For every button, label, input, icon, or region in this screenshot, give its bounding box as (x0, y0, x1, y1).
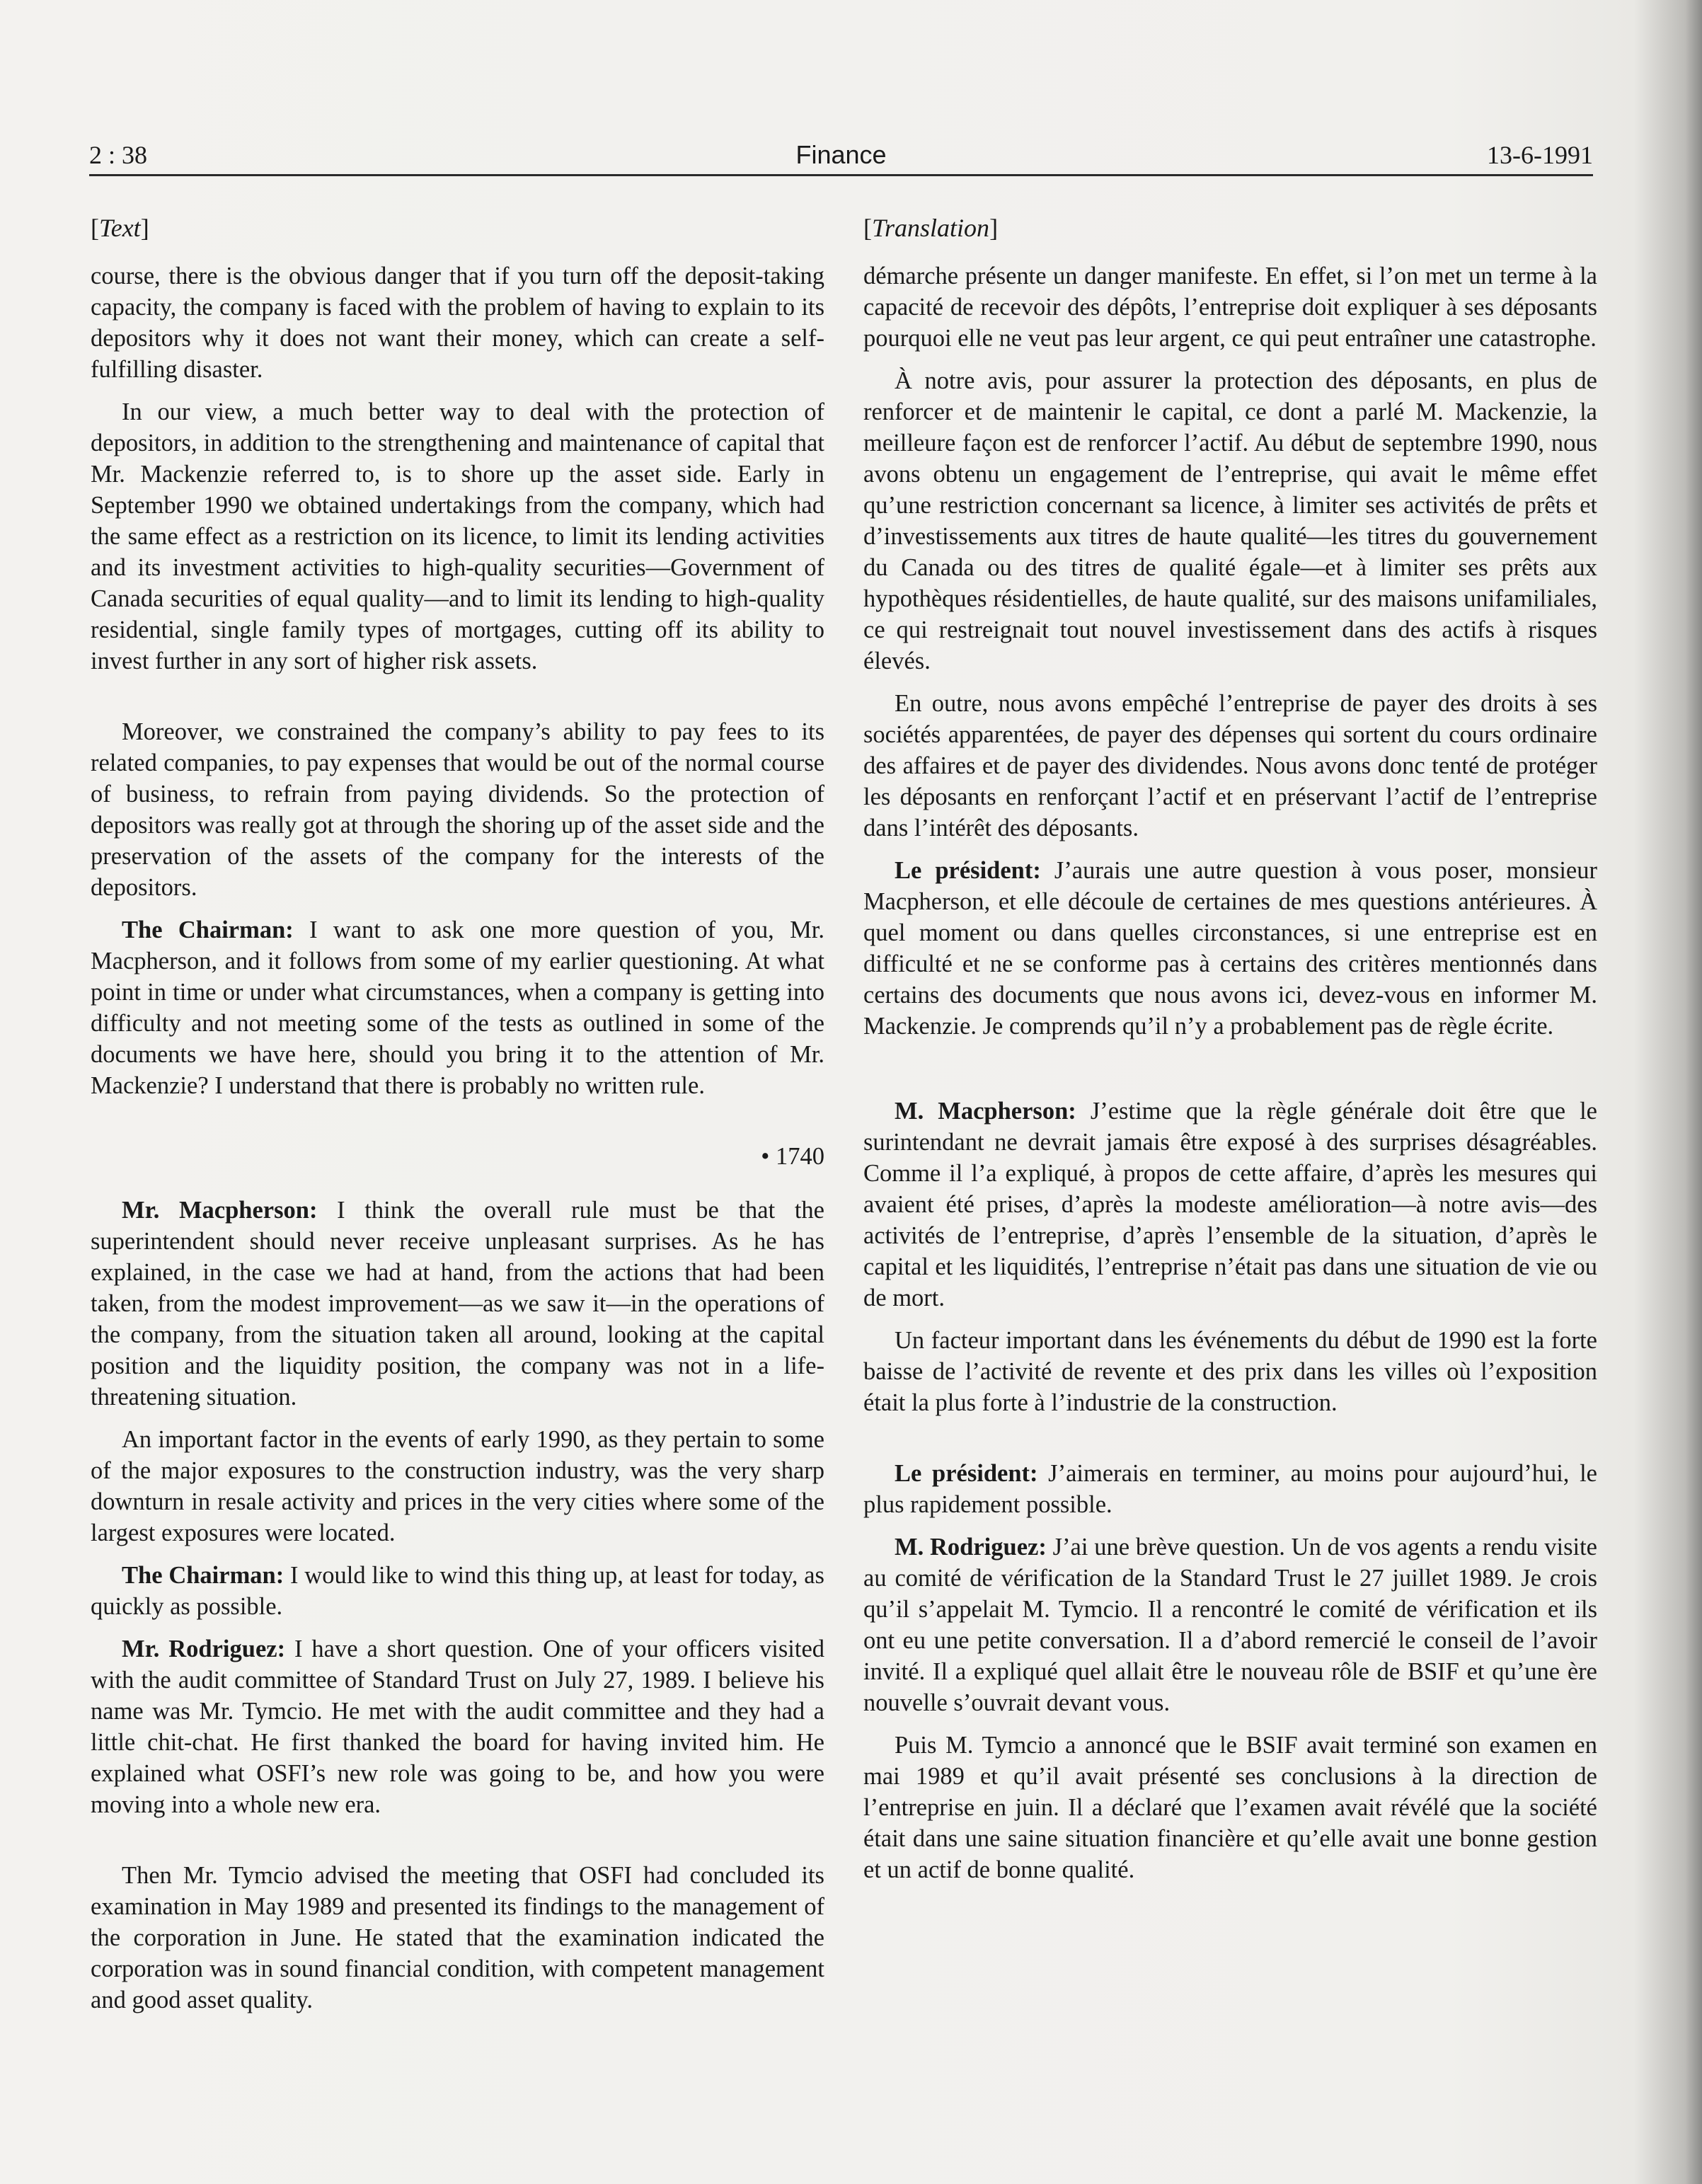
paragraph: Moreover, we constrained the company’s ability to pay fees to its related companies, to pay expenses that would be out of the normal course of business, to refrain from paying dividends. So the protection of depositors was really got at through the shoring up of the asset side and the preservation of the assets of the company for the interests of the depositors. (91, 718, 824, 901)
paragraph: Le président: J’aurais une autre question à vous poser, monsieur Macpherson, et elle découle de certaines de mes questions antérieures. À quel moment ou dans quelles circonstances, si une entreprise est en difficulté et ne se conforme pas à certains des critères mentionnés dans certains des documents que nous avons ici, devez-vous en informer M. Mackenzie. Je comprends qu’il n’y a probablement pas de règle écrite. (863, 857, 1597, 1040)
publication-title: Finance (795, 140, 887, 169)
paragraph: Mr. Rodriguez: I have a short question. One of your officers visited with the audit committee of Standard Trust on July 27, 1989. I believe his name was Mr. Tymcio. He met with the audit committee and they had a little chit-chat. He first thanked the board for having invited him. He explained what OSFI’s new role was going to be, and how you were moving into a whole new era. (91, 1636, 825, 1818)
speaker-name: Mr. Macpherson: (122, 1197, 318, 1224)
paragraph: démarche présente un danger manifeste. En effet, si l’on met un terme à la capacité de recevoir des dépôts, l’entreprise doit expliquer à ses déposants pourquoi elle ne veut pas leur argent, ce qui peut entraîner une catastrophe. (863, 263, 1597, 352)
paragraph: The Chairman: I want to ask one more question of you, Mr. Macpherson, and it follows from some of my earlier questioning. At what point in time or under what circumstances, when a company is getting into difficulty and not meeting some of the tests as outlined in some of the documents we have here, should you bring it to the attention of Mr. Mackenzie? I understand that there is probably no written rule. (91, 916, 825, 1099)
paragraph: M. Rodriguez: J’ai une brève question. Un de vos agents a rendu visite au comité de vérification de la Standard Trust le 27 juillet 1989. Je crois qu’il s’appelait M. Tymcio. Il a rencontré le comité de vérification et ils ont eu une petite conversation. Il a d’abord remercié le conseil de l’avoir invité. Il a expliqué quel allait être le nouveau rôle de BSIF et qu’une ère nouvelle s’ouvrait devant vous. (863, 1534, 1597, 1716)
page-date: 13-6-1991 (1487, 141, 1593, 169)
paragraph: An important factor in the events of early 1990, as they pertain to some of the major exposures to the construction industry, was the very sharp downturn in resale activity and prices in the very cities where some of the largest exposures were located. (91, 1426, 824, 1546)
page-header (89, 134, 1593, 176)
speaker-name: M. Rodriguez: (895, 1534, 1047, 1561)
speaker-name: The Chairman: (122, 1562, 284, 1589)
speaker-name: The Chairman: (122, 916, 294, 943)
paragraph: À notre avis, pour assurer la protection des déposants, en plus de renforcer et de maintenir le capital, ce dont a parlé M. Mackenzie, la meilleure façon est de renforcer l’actif. Au début de septembre 1990, nous avons obtenu un engagement de l’entreprise, qui avait le même effet qu’une restriction concernant sa licence, à limiter ses activités de prêts et d’investissements aux titres de haute qualité—les titres du gouvernement du Canada ou des titres de qualité égale—et à limiter ses prêts aux hypothèques résidentielles, de haute qualité, sur des maisons unifamiliales, ce qui restreignait tout nouvel investissement dans des actifs à risques élevés. (863, 367, 1597, 674)
time-marker: • 1740 (761, 1143, 824, 1170)
column-label-text: [Text] (91, 214, 149, 242)
paragraph: En outre, nous avons empêché l’entreprise de payer des droits à ses sociétés apparentées, de payer des dépenses qui sortent du cours ordinaire des affaires et de payer des dividendes. Nous avons donc tenté de protéger les déposants en renforçant l’actif et en préservant l’actif de l’entreprise dans l’intérêt des déposants. (863, 690, 1597, 841)
page-number: 2 : 38 (89, 141, 148, 169)
paragraph: Mr. Macpherson: I think the overall rule must be that the superintendent should never receive unpleasant surprises. As he has explained, in the case we had at hand, from the actions that had been taken, from the modest improvement—as we saw it—in the operations of the company, from the situation taken all around, looking at the capital position and the liquidity position, the company was not in a life-threatening situation. (91, 1197, 824, 1410)
french-column (863, 212, 1597, 1897)
paragraph: course, there is the obvious danger that if you turn off the deposit-taking capacity, the company is faced with the problem of having to explain to its depositors why it does not want their money, which can create a self-fulfilling disaster. (91, 263, 824, 383)
speaker-name: Le président: (895, 1460, 1038, 1487)
column-label-translation: [Translation] (863, 214, 999, 242)
speaker-name: Le président: (895, 857, 1041, 884)
paragraph: In our view, a much better way to deal with the protection of depositors, in addition to the strengthening and maintenance of capital that Mr. Mackenzie referred to, is to shore up the asset side. Early in September 1990 we obtained undertakings from the company, which had the same effect as a restriction on its licence, to limit its lending activities and its investment activities to high-quality securities—Government of Canada securities of equal quality—and to limit its lending to high-quality residential, single family types of mortgages, cutting off its ability to invest further in any sort of higher risk assets. (91, 398, 824, 674)
speaker-name: Mr. Rodriguez: (122, 1636, 286, 1662)
paragraph: The Chairman: I would like to wind this thing up, at least for today, as quickly as possible. (91, 1562, 824, 1620)
paragraph: Un facteur important dans les événements du début de 1990 est la forte baisse de l’activité de revente et des prix dans les villes où l’exposition était la plus forte à l’industrie de la construction. (863, 1327, 1597, 1416)
paragraph: Le président: J’aimerais en terminer, au moins pour aujourd’hui, le plus rapidement possible. (863, 1460, 1597, 1518)
paragraph: Then Mr. Tymcio advised the meeting that OSFI had concluded its examination in May 1989 and presented its findings to the management of the corporation in June. He stated that the examination indicated the corporation was in sound financial condition, with competent management and good asset quality. (91, 1862, 824, 2013)
english-column (91, 212, 824, 2027)
paragraph: M. Macpherson: J’estime que la règle générale doit être que le surintendant ne devrait jamais être exposé à des surprises désagréables. Comme il l’a expliqué, à propos de cette affaire, d’après les mesures qui avaient été prises, d’après la modeste amélioration—à notre avis—des activités de l’entreprise, d’après l’ensemble de la situation, d’après le capital et les liquidités, l’entreprise n’était pas dans une situation de vie ou de mort. (863, 1098, 1597, 1311)
speaker-name: M. Macpherson: (895, 1098, 1076, 1125)
paragraph: Puis M. Tymcio a annoncé que le BSIF avait terminé son examen en mai 1989 et qu’il avait présenté ses conclusions à la direction de l’entreprise en juin. Il a déclaré que l’examen avait révélé que la société était dans une saine situation financière et qu’elle avait une bonne gestion et un actif de bonne qualité. (863, 1732, 1597, 1883)
